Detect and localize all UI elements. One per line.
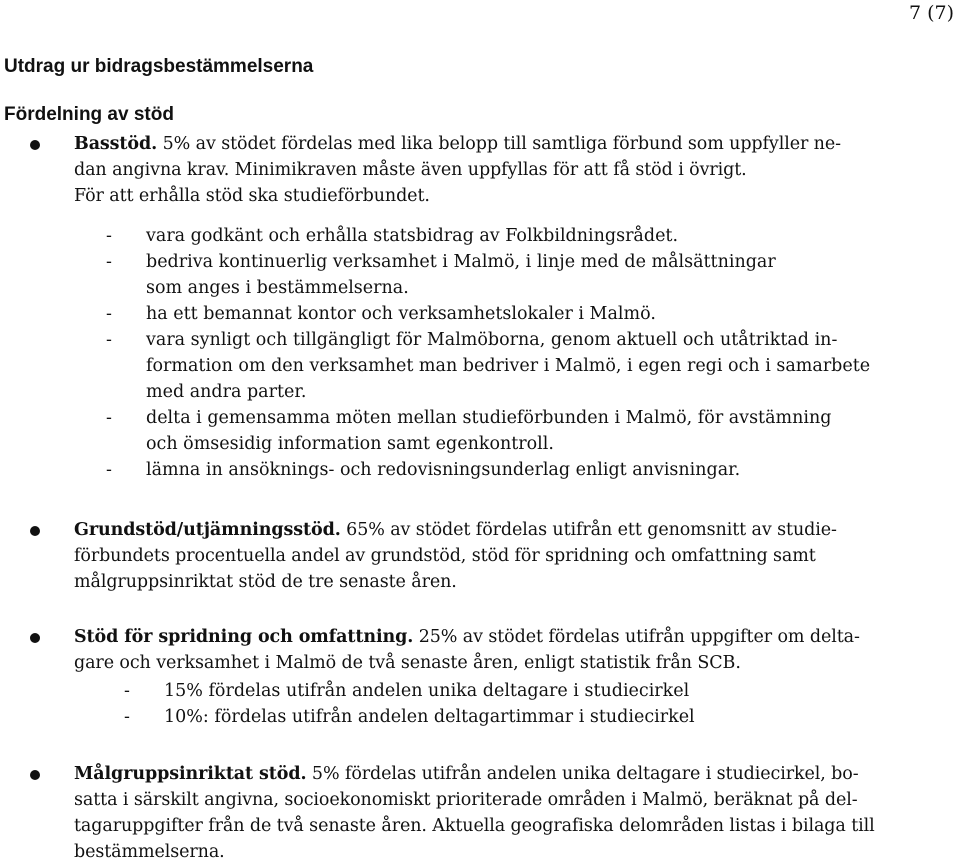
paragraph-line <box>74 624 894 650</box>
page-number: 7 (7) <box>908 2 954 24</box>
list-item <box>106 327 870 405</box>
section-heading: Fördelning av stöd <box>4 104 174 125</box>
basstod-text-line: För att erhålla stöd ska studieförbundet. <box>74 186 430 206</box>
malgrupp-paragraph <box>74 761 894 865</box>
basstod-requirements-list <box>106 223 870 483</box>
list-item-line: delta i gemensamma möten mellan studieförbunden i Malmö, för avstämning <box>146 408 832 428</box>
basstod-text-line: dan angivna krav. Minimikraven måste även uppfyllas för att få stöd i övrigt. <box>74 160 747 180</box>
list-item-line: lämna in ansöknings- och redovisningsunderlag enligt anvisningar. <box>146 460 741 480</box>
list-item-line: med andra parter. <box>146 382 307 402</box>
paragraph-line <box>74 761 894 787</box>
dash-marker: - <box>106 460 112 480</box>
bullet-marker <box>30 633 40 643</box>
malgrupp-text-line: satta i särskilt angivna, socioekonomiskt prioriterade områden i Malmö, beräknat på del- <box>74 790 858 810</box>
list-item-line: vara synligt och tillgängligt för Malmöborna, genom aktuell och utåtriktad in- <box>146 330 838 350</box>
bullet-marker <box>30 140 40 150</box>
dash-marker: - <box>106 330 112 350</box>
spridning-paragraph <box>74 624 894 676</box>
basstod-lead: Basstöd. <box>74 134 158 154</box>
grundstod-lead: Grundstöd/utjämningsstöd. <box>74 520 341 540</box>
list-item <box>106 405 870 457</box>
list-item <box>124 678 695 704</box>
grundstod-text-line: målgruppsinriktat stöd de tre senaste åren. <box>74 572 457 592</box>
list-item-line: vara godkänt och erhålla statsbidrag av Folkbildningsrådet. <box>146 226 679 246</box>
list-item <box>106 301 870 327</box>
spridning-text-line: gare och verksamhet i Malmö de två senaste åren, enligt statistik från SCB. <box>74 653 741 673</box>
list-item-line: 10%: fördelas utifrån andelen deltagartimmar i studiecirkel <box>164 707 695 727</box>
list-item <box>106 457 870 483</box>
list-item <box>106 249 870 301</box>
bullet-marker <box>30 526 40 536</box>
malgrupp-text-line: tagaruppgifter från de två senaste åren. Aktuella geografiska delområden listas i bilaga till <box>74 816 875 836</box>
basstod-text-line: 5% av stödet fördelas med lika belopp till samtliga förbund som uppfyller ne- <box>157 134 841 154</box>
spridning-list <box>124 678 695 730</box>
list-item-line: som anges i bestämmelserna. <box>146 278 409 298</box>
dash-marker: - <box>124 707 130 727</box>
list-item-line: och ömsesidig information samt egenkontroll. <box>146 434 554 454</box>
spridning-lead: Stöd för spridning och omfattning. <box>74 627 414 647</box>
list-item <box>124 704 695 730</box>
spridning-text-line: 25% av stödet fördelas utifrån uppgifter om delta- <box>413 627 860 647</box>
dash-marker: - <box>106 252 112 272</box>
grundstod-paragraph <box>74 517 894 595</box>
grundstod-text-line: 65% av stödet fördelas utifrån ett genomsnitt av studie- <box>340 520 837 540</box>
document-heading: Utdrag ur bidragsbestämmelserna <box>4 56 314 77</box>
paragraph-line <box>74 517 894 543</box>
list-item-line: ha ett bemannat kontor och verksamhetslokaler i Malmö. <box>146 304 656 324</box>
paragraph-line <box>74 131 894 157</box>
list-item-line: formation om den verksamhet man bedriver i Malmö, i egen regi och i samarbete <box>146 356 871 376</box>
dash-marker: - <box>106 408 112 428</box>
list-item <box>106 223 870 249</box>
dash-marker: - <box>106 226 112 246</box>
list-item-line: bedriva kontinuerlig verksamhet i Malmö, i linje med de målsättningar <box>146 252 776 272</box>
bullet-marker <box>30 770 40 780</box>
basstod-paragraph <box>74 131 894 209</box>
dash-marker: - <box>106 304 112 324</box>
malgrupp-text-line: 5% fördelas utifrån andelen unika deltagare i studiecirkel, bo- <box>306 764 859 784</box>
list-item-line: 15% fördelas utifrån andelen unika deltagare i studiecirkel <box>164 681 690 701</box>
grundstod-text-line: förbundets procentuella andel av grundstöd, stöd för spridning och omfattning samt <box>74 546 816 566</box>
malgrupp-text-line: bestämmelserna. <box>74 842 225 862</box>
dash-marker: - <box>124 681 130 701</box>
malgrupp-lead: Målgruppsinriktat stöd. <box>74 764 307 784</box>
